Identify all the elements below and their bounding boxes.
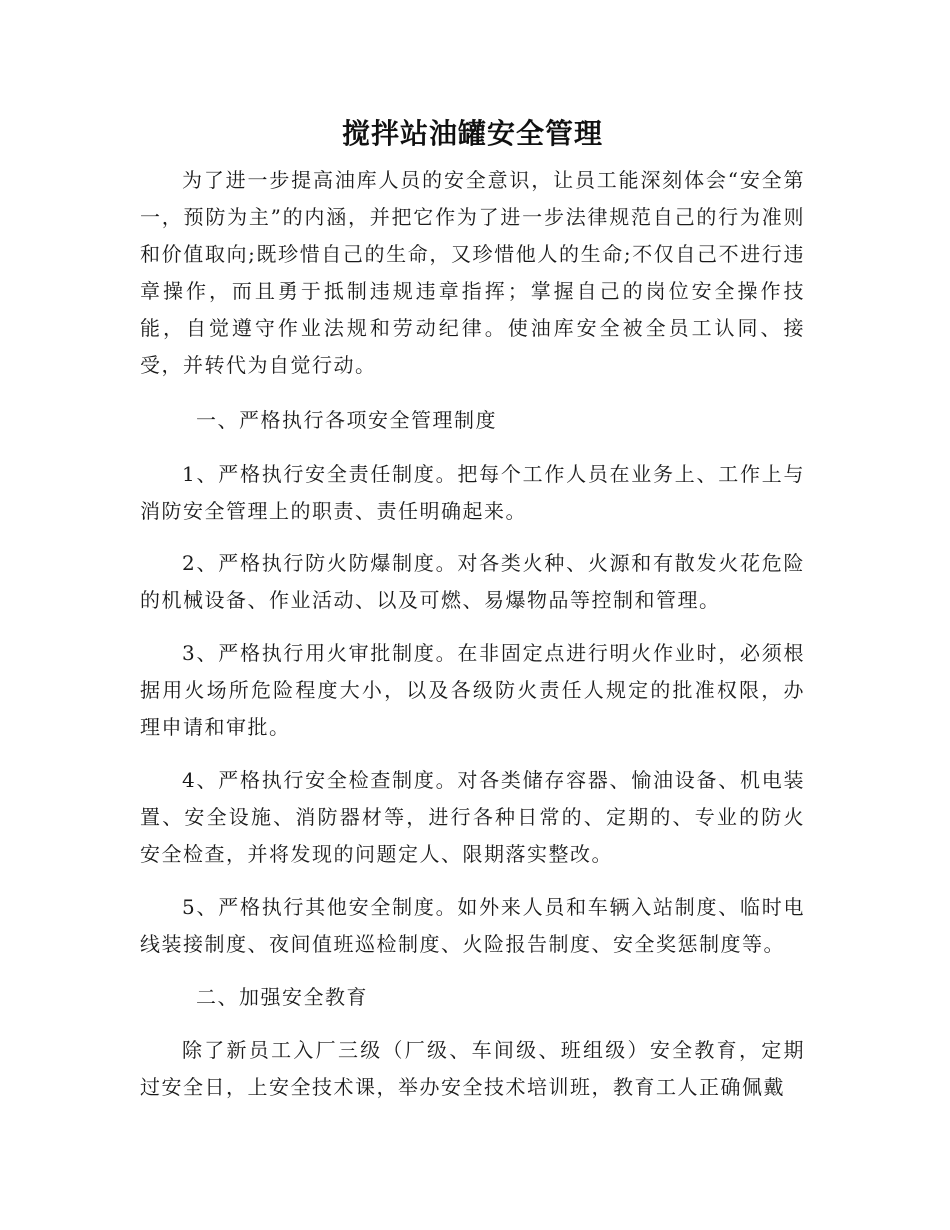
section1-item-2: 2、严格执行防火防爆制度。对各类火种、火源和有散发火花危险的机械设备、作业活动、以及可燃、易爆物品等控制和管理。 <box>140 551 805 612</box>
section1-item-4: 4、严格执行安全检查制度。对各类储存容器、愉油设备、机电装置、安全设施、消防器材等，进行各种日常的、定期的、专业的防火安全检查，并将发现的问题定人、限期落实整改。 <box>140 768 805 866</box>
section-heading-1: 一、严格执行各项安全管理制度 <box>196 408 497 432</box>
section1-item-1: 1、严格执行安全责任制度。把每个工作人员在业务上、工作上与消防安全管理上的职责、责任明确起来。 <box>140 462 805 523</box>
section1-item-5: 5、严格执行其他安全制度。如外来人员和车辆入站制度、临时电线装接制度、夜间值班巡检制度、火险报告制度、安全奖惩制度等。 <box>140 895 805 956</box>
intro-paragraph: 为了进一步提高油库人员的安全意识，让员工能深刻体会“安全第一，预防为主”的内涵，并把它作为了进一步法律规范自己的行为准则和价值取向;既珍惜自己的生命，又珍惜他人的生命;不仅自己不进行违章操作，而且勇于抵制违规违章指挥；掌握自己的岗位安全操作技能，自觉遵守作业法规和劳动纪律。使油库安全被全员工认同、接受，并转代为自觉行动。 <box>140 168 805 377</box>
section-heading-2: 二、加强安全教育 <box>196 985 368 1009</box>
document-title: 搅拌站油罐安全管理 <box>341 117 603 150</box>
section1-item-3: 3、严格执行用火审批制度。在非固定点进行明火作业时，必须根据用火场所危险程度大小，以及各级防火责任人规定的批准权限，办理申请和审批。 <box>140 641 805 739</box>
section2-paragraph: 除了新员工入厂三级（厂级、车间级、班组级）安全教育，定期过安全日，上安全技术课，举办安全技术培训班，教育工人正确佩戴 <box>140 1038 805 1099</box>
